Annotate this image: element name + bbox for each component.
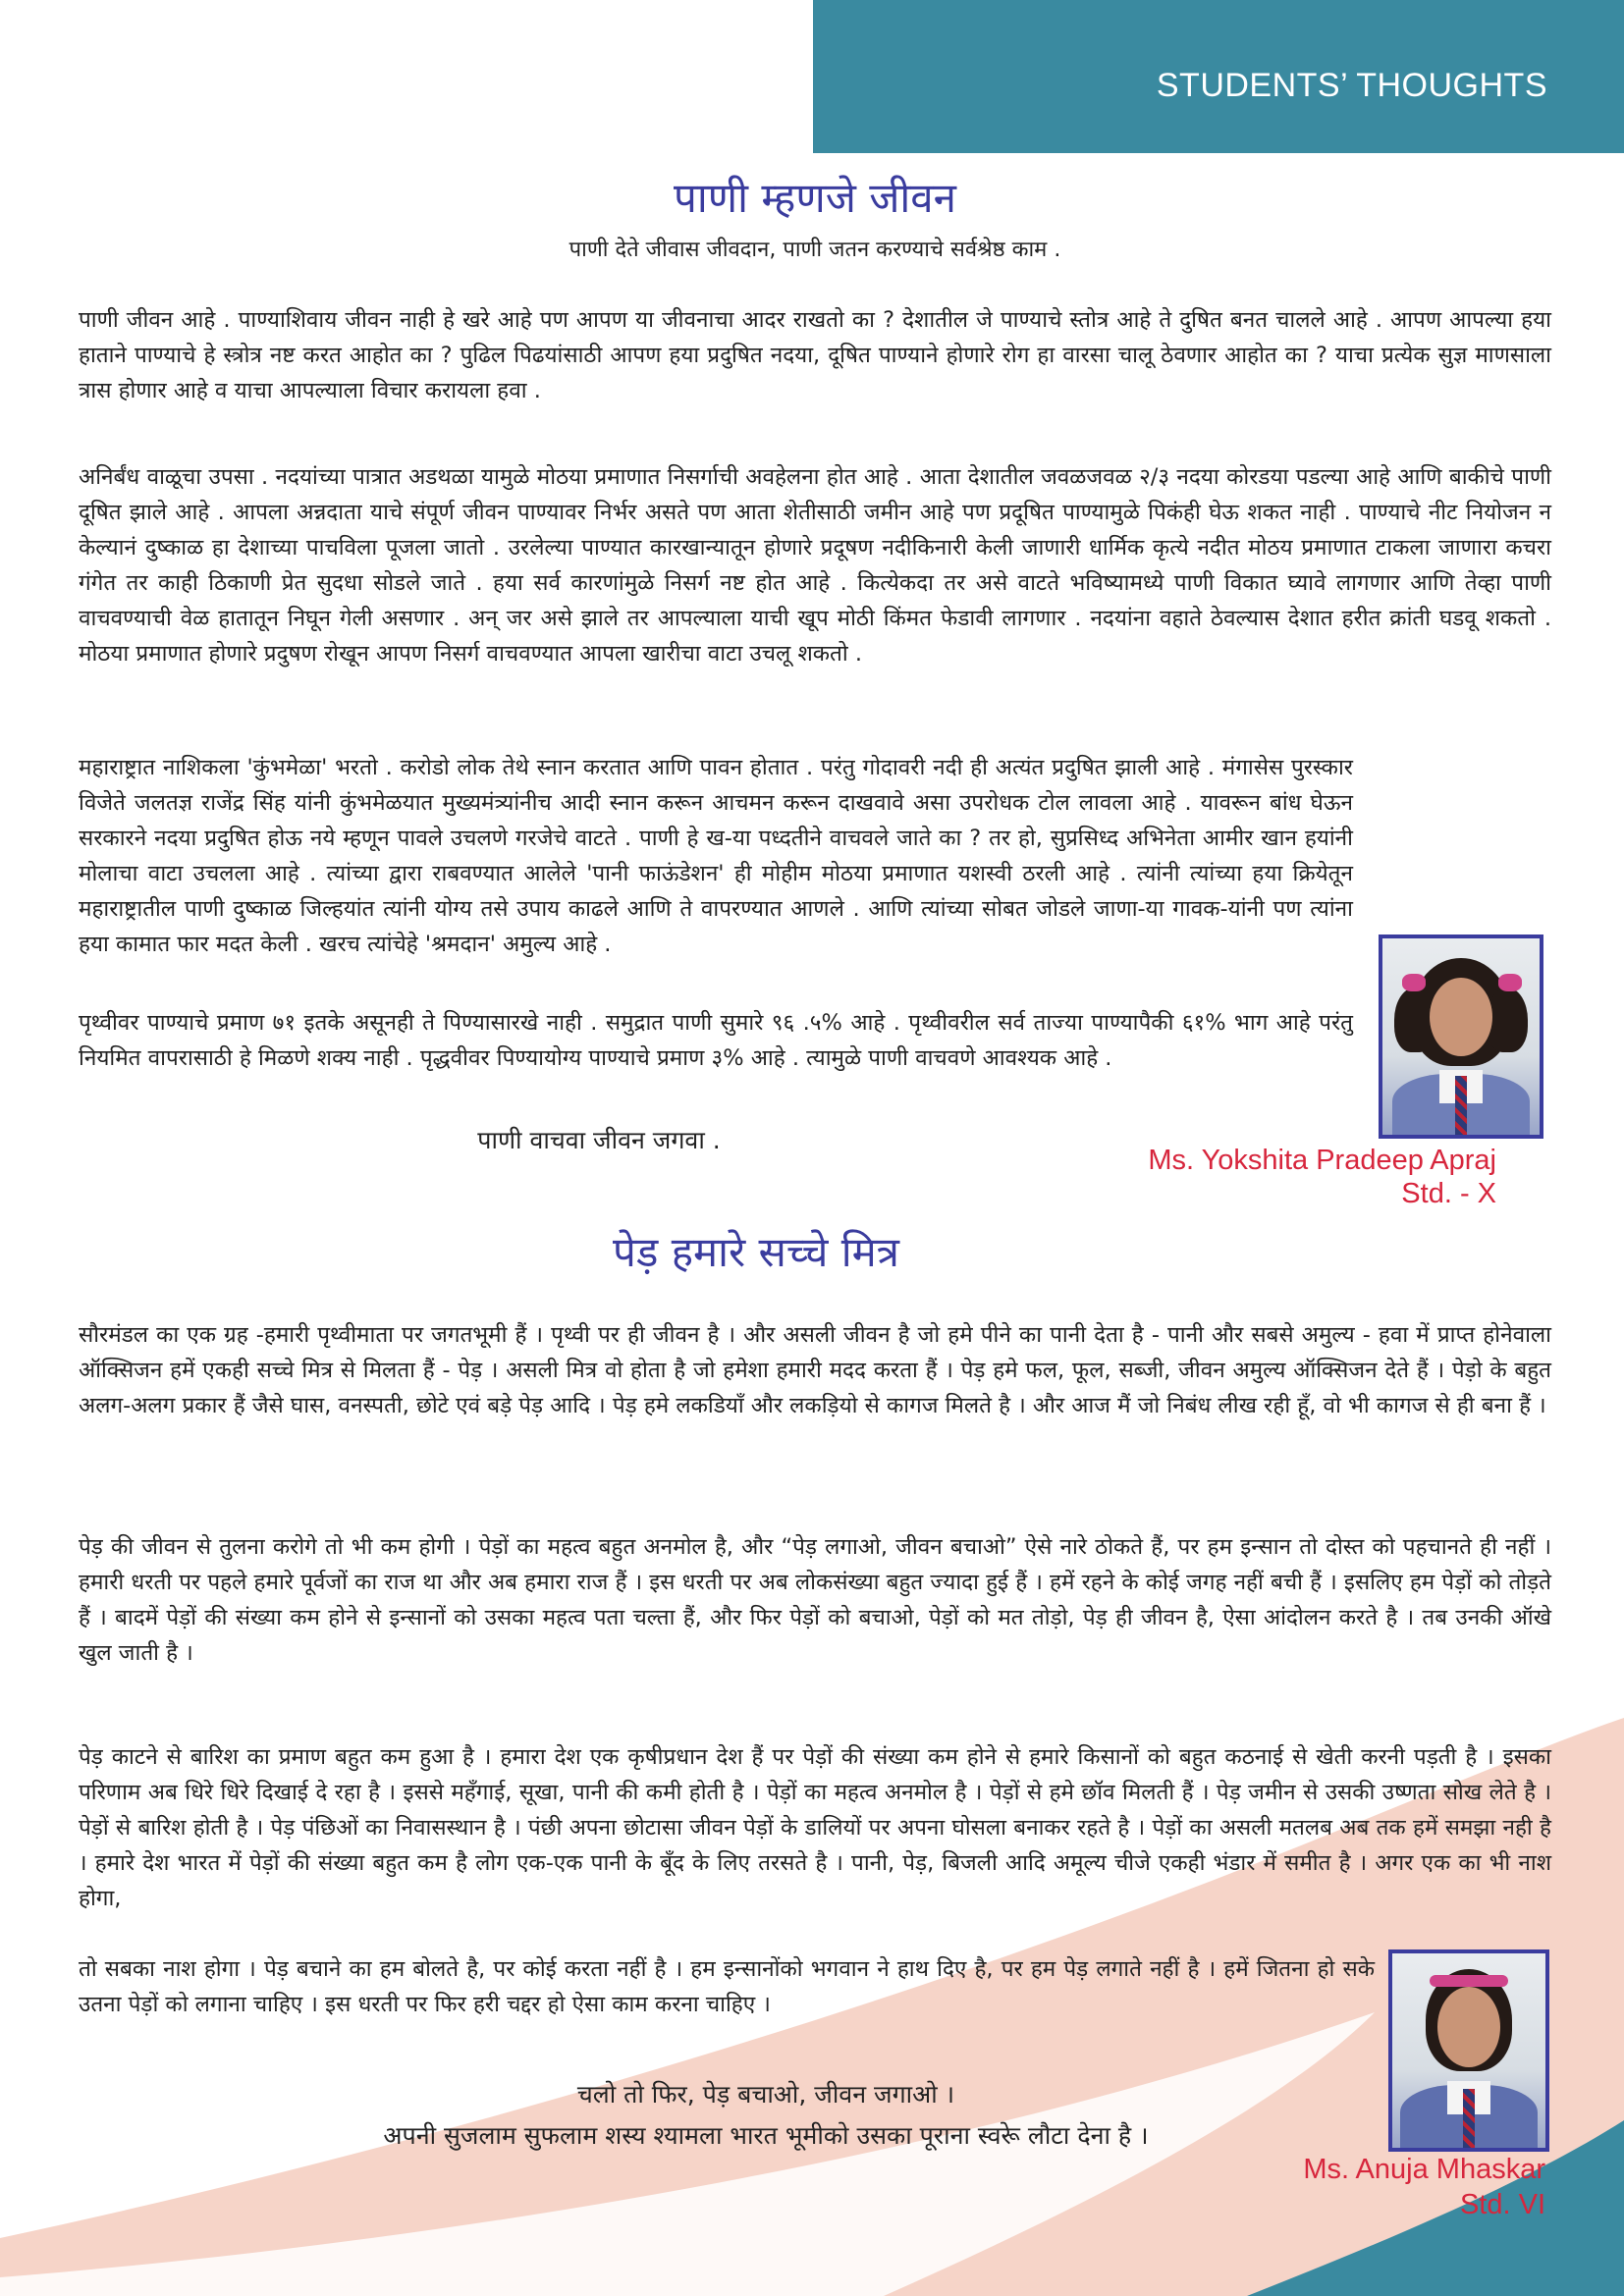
author2-std: Std. VI <box>1459 2189 1545 2220</box>
article2-closing-line: चलो तो फिर, पेड़ बचाओ, जीवन जगाओ । <box>576 2080 955 2109</box>
article1-title: पाणी म्हणजे जीवन <box>674 174 956 222</box>
author1-photo <box>1379 934 1543 1139</box>
article2-paragraph: पेड़ काटने से बारिश का प्रमाण बहुत कम हुआ है । हमारा देश एक कृषीप्रधान देश हैं पर पेड़ों की संख्या कम होने से हमारे किसानों को बहुत कठनाई से खेती करनी पड़ती है । इसका परिणाम अब धिरे धिरे दिखाई दे रहा है । इससे महँगाई, सूखा, पानी की कमी होती है । पेड़ों का महत्व अनमोल है । पेड़ों से हमे छॉव मिलती हैं । पेड़ जमीन से उसकी उष्णता सोख लेते है । पेड़ों से बारिश होती है । पेड़ पंछिओं का निवासस्थान है । पंछी अपना छोटासा जीवन पेड़ों के डालियों पर अपना घोसला बनाकर रहते है । पेड़ों का असली मतलब अब तक हमें समझा नही है । हमारे देश भारत में पेड़ों की संख्या बहुत कम है लोग एक-एक पानी के बूँद के लिए तरसते है । पानी, पेड़, बिजली आदि अमूल्य चीजे एकही भंडार में समीत है । अगर एक का भी नाश होगा, <box>79 1744 1551 1911</box>
tie <box>1463 2089 1475 2148</box>
author1-std: Std. - X <box>1401 1178 1496 1209</box>
article2-closing-line: अपनी सुजलाम सुफलाम शस्य श्यामला भारत भूमीको उसका पूराना स्वरूे लौटा देना है । <box>383 2121 1149 2150</box>
section-title: STUDENTS’ THOUGHTS <box>1156 67 1547 104</box>
article1-closing: पाणी वाचवा जीवन जगवा . <box>477 1126 721 1154</box>
tie <box>1455 1076 1467 1135</box>
hair <box>1487 988 1528 1052</box>
hairband <box>1430 1975 1508 1987</box>
author2-photo <box>1388 1949 1549 2152</box>
article1-paragraph: महाराष्ट्रात नाशिकला 'कुंभमेळा' भरतो . करोडो लोक तेथे स्नान करतात आणि पावन होतात . परंतु गोदावरी नदी ही अत्यंत प्रदुषित झाली आहे . मंगासेस पुरस्कार विजेते जलतज्ञ राजेंद्र सिंह यांनी कुंभमेळयात मुख्यमंत्र्यांनीच आदी स्नान करून आचमन करून दाखवावे असा उपरोधक टोल लावला आहे . यावरून बांध घेऊन सरकारने नदया प्रदुषित होऊ नये म्हणून पावले उचलणे गरजेचे वाटते . पाणी हे ख-या पध्दतीने वाचवले जाते का ? तर हो, सुप्रसिध्द अभिनेता आमीर खान हयांनी मोलाचा वाटा उचलला आहे . त्यांच्या द्वारा राबवण्यात आलेले 'पानी फाऊंडेशन' ही मोहीम मोठया प्रमाणात यशस्वी ठरली आहे . त्यांनी त्यांच्या हया क्रियेतून महाराष्ट्रातील पाणी दुष्काळ जिल्हयांत त्यांनी योग्य तसे उपाय काढले आणि ते वापरण्यात आणले . आणि त्यांच्या सोबत जोडले जाणा-या गावक-यांनी पण त्यांना हया कामात फार मदत केली . खरच त्यांचेहे 'श्रमदान' अमुल्य आहे . <box>79 755 1353 957</box>
author2-name: Ms. Anuja Mhaskar <box>1303 2154 1545 2185</box>
article2-paragraph: तो सबका नाश होगा । पेड़ बचाने का हम बोलते है, पर कोई करता नहीं है । हम इन्सानोंको भगवान ने हाथ दिए है, पर हम पेड़ लगाते नहीं है । हमें जितना हो सके उतना पेड़ों को लगाना चाहिए । इस धरती पर फिर हरी चद्दर हो ऐसा काम करना चाहिए । <box>79 1956 1375 2017</box>
article2-paragraph: पेड़ की जीवन से तुलना करोगे तो भी कम होगी । पेड़ों का महत्व बहुत अनमोल है, और “पेड़ लगाओ, जीवन बचाओ” ऐसे नारे ठोकते हैं, पर हम इन्सान तो दोस्त को पहचानते ही नहीं । हमारी धरती पर पहले हमारे पूर्वजों का राज था और अब हमारा राज हैं । इस धरती पर अब लोकसंख्या बहुत ज्यादा हुई हैं । हमें रहने के कोई जगह नहीं बची हैं । इसलिए हम पेड़ों को तोड़ते हैं । बादमें पेड़ों की संख्या कम होने से इन्सानों को उसका महत्व पता चल्ता हैं, और फिर पेड़ों को बचाओ, पेड़ों को मत तोड़ो, पेड़ ही जीवन है, ऐसा आंदोलन करते है । तब उनकी ऑखे खुल जाती है । <box>79 1534 1551 1666</box>
article2-paragraph: सौरमंडल का एक ग्रह -हमारी पृथ्वीमाता पर जगतभूमी हैं । पृथ्वी पर ही जीवन है । और असली जीवन है जो हमे पीने का पानी देता है - पानी और सबसे अमुल्य - हवा में प्राप्त होनेवाला ऑक्सिजन हमें एकही सच्चे मित्र से मिलता हैं - पेड़ । असली मित्र वो होता है जो हमेशा हमारी मदद करता हैं । पेड़ हमे फल, फूल, सब्जी, जीवन अमुल्य ऑक्सिजन देते हैं । पेड़ो के बहुत अलग-अलग प्रकार हैं जैसे घास, वनस्पती, छोटे एवं बड़े पेड़ आदि । पेड़ हमे लकडियाँ और लकड़ियो से कागज मिलते है । और आज मैं जो निबंध लीख रही हूँ, वो भी कागज से ही बना हैं । <box>79 1322 1551 1418</box>
article1-subtitle: पाणी देते जीवास जीवदान, पाणी जतन करण्याचे सर्वश्रेष्ठ काम . <box>568 238 1061 262</box>
author1-name: Ms. Yokshita Pradeep Apraj <box>1148 1145 1496 1176</box>
article2-title: पेड़ हमारे सच्चे मित्र <box>613 1228 899 1276</box>
ribbon <box>1498 974 1522 991</box>
face <box>1437 1987 1500 2067</box>
article1-paragraph: पृथ्वीवर पाण्याचे प्रमाण ७१ इतके असूनही ते पिण्यासारखे नाही . समुद्रात पाणी सुमारे ९६ .५% आहे . पृथ्वीवरील सर्व ताज्या पाण्यापैकी ६१% भाग आहे परंतु नियमित वापरासाठी हे मिळणे शक्य नाही . पृद्धवीवर पिण्यायोग्य पाण्याचे प्रमाण ३% आहे . त्यामुळे पाणी वाचवणे आवश्यक आहे . <box>79 1010 1353 1071</box>
ribbon <box>1402 974 1426 991</box>
face <box>1430 978 1492 1056</box>
article1-paragraph: पाणी जीवन आहे . पाण्याशिवाय जीवन नाही हे खरे आहे पण आपण या जीवनाचा आदर राखतो का ? देशातील जे पाण्याचे स्तोत्र आहे ते दुषित बनत चालले आहे . आपण आपल्या हया हाताने पाण्याचे हे स्त्रोत्र नष्ट करत आहोत का ? पुढिल पिढयांसाठी आपण हया प्रदुषित नदया, दूषित पाण्याने होणारे रोग हा वारसा चालू ठेवणार आहोत का ? याचा प्रत्येक सुज्ञ माणसाला त्रास होणार आहे व याचा आपल्याला विचार करायला हवा . <box>79 307 1551 403</box>
article1-paragraph: अनिर्बंध वाळूचा उपसा . नदयांच्या पात्रात अडथळा यामुळे मोठया प्रमाणात निसर्गाची अवहेलना होत आहे . आता देशातील जवळजवळ २/३ नदया कोरडया पडल्या आहे आणि बाकीचे पाणी दूषित झाले आहे . आपला अन्नदाता याचे संपूर्ण जीवन पाण्यावर निर्भर असते पण आता शेतीसाठी जमीन आहे पण प्रदूषित पाण्यामुळे पिकंही घेऊ शकत नाही . पाण्याचे नीट नियोजन न केल्यानं दुष्काळ हा देशाच्या पाचविला पूजला जातो . उरलेल्या पाण्यात कारखान्यातून होणारे प्रदूषण नदीकिनारी केली जाणारी धार्मिक कृत्ये नदीत मोठय प्रमाणात टाकला जाणारा कचरा गंगेत तर काही ठिकाणी प्रेत सुदधा सोडले जाते . हया सर्व कारणांमुळे निसर्ग नष्ट होत आहे . कित्येकदा तर असे वाटते भविष्यामध्ये पाणी विकात घ्यावे लागणार आणि तेव्हा पाणी वाचवण्याची वेळ हातातून निघून गेली असणार . अन् जर असे झाले तर आपल्याला याची खूप मोठी किंमत फेडावी लागणार . नदयांना वहाते ठेवल्यास देशात हरीत क्रांती घडवू शकतो . मोठया प्रमाणात होणारे प्रदुषण रोखून आपण निसर्ग वाचवण्यात आपला खारीचा वाटा उचलू शकतो . <box>79 464 1551 667</box>
